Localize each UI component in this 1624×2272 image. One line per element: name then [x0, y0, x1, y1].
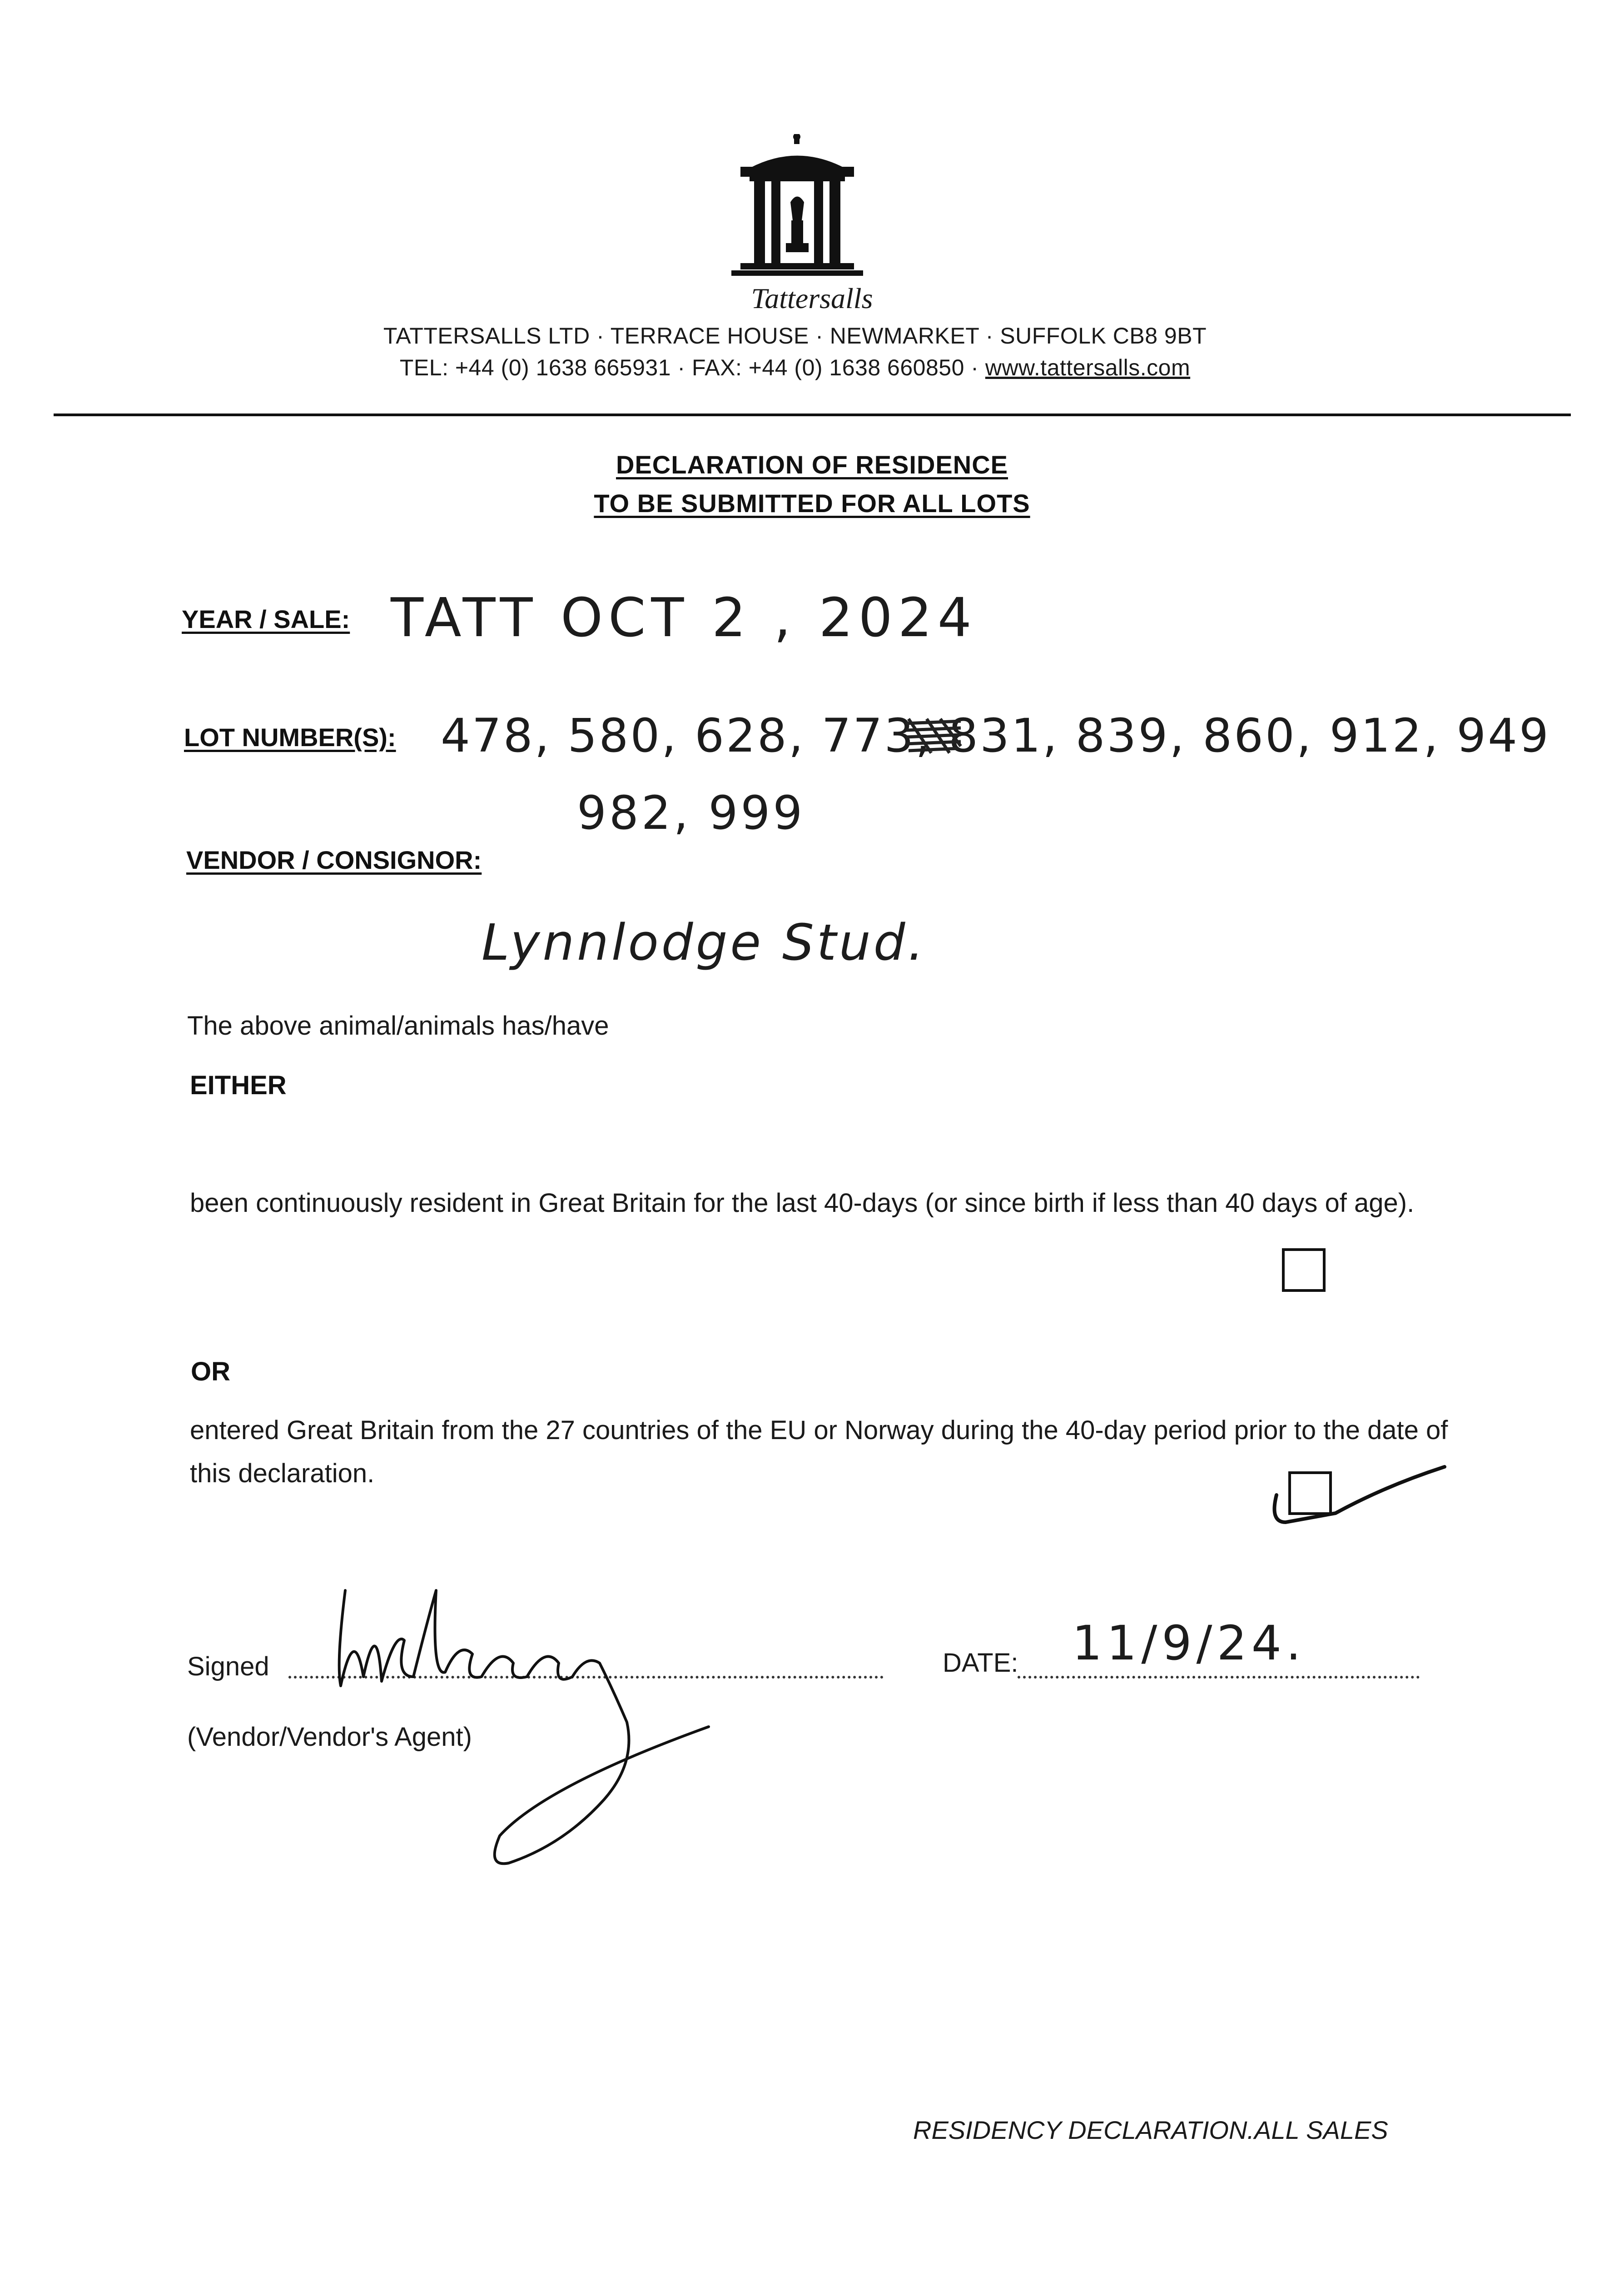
header-divider [54, 414, 1571, 416]
option1-text: been continuously resident in Great Britain for the last 40-days (or since birth if less than 40 days of age). [190, 1188, 1415, 1218]
year-sale-value[interactable]: TATT OCT 2 , 2024 [391, 586, 977, 649]
date-value[interactable]: 11/9/24. [1072, 1615, 1306, 1671]
crossed-out-entry [904, 714, 963, 755]
either-label: EITHER [190, 1071, 287, 1100]
lot-numbers-value-line2[interactable]: 982, 999 [577, 786, 805, 840]
date-label: DATE: [943, 1648, 1018, 1678]
option2-text: entered Great Britain from the 27 countries of the EU or Norway during the 40-day period prior to the date of this declaration. [190, 1415, 1448, 1488]
lot-numbers-value-line1[interactable]: 478, 580, 628, 773, 831, 839, 860, 912, 949 [441, 709, 1550, 763]
date-line [1018, 1676, 1420, 1679]
year-sale-label: YEAR / SALE: [182, 605, 350, 633]
vendor-consignor-label: VENDOR / CONSIGNOR: [186, 846, 482, 874]
option1-checkbox[interactable] [1282, 1248, 1326, 1292]
contact-phone-fax: TEL: +44 (0) 1638 665931 · FAX: +44 (0) 1638 660850 · [399, 355, 985, 380]
vendor-consignor-value[interactable]: Lynnlodge Stud. [482, 913, 927, 972]
brand-name: Tattersalls [751, 282, 873, 314]
statement-intro: The above animal/animals has/have [187, 1011, 609, 1041]
contact-line [273, 354, 1317, 381]
form-title: DECLARATION OF RESIDENCE [616, 450, 1008, 479]
or-label: OR [191, 1357, 230, 1386]
form-footer: RESIDENCY DECLARATION.ALL SALES [913, 2116, 1388, 2144]
company-address: TATTERSALLS LTD · TERRACE HOUSE · NEWMARKET · SUFFOLK CB8 9BT [383, 323, 1207, 349]
website-link[interactable]: www.tattersalls.com [985, 355, 1191, 380]
signed-label: Signed [187, 1652, 269, 1681]
tattersalls-logo [731, 134, 863, 284]
form-subtitle: TO BE SUBMITTED FOR ALL LOTS [594, 489, 1030, 518]
signer-role: (Vendor/Vendor's Agent) [187, 1722, 472, 1752]
option2-checkmark [1267, 1454, 1449, 1531]
lot-numbers-label: LOT NUMBER(S): [184, 723, 396, 752]
